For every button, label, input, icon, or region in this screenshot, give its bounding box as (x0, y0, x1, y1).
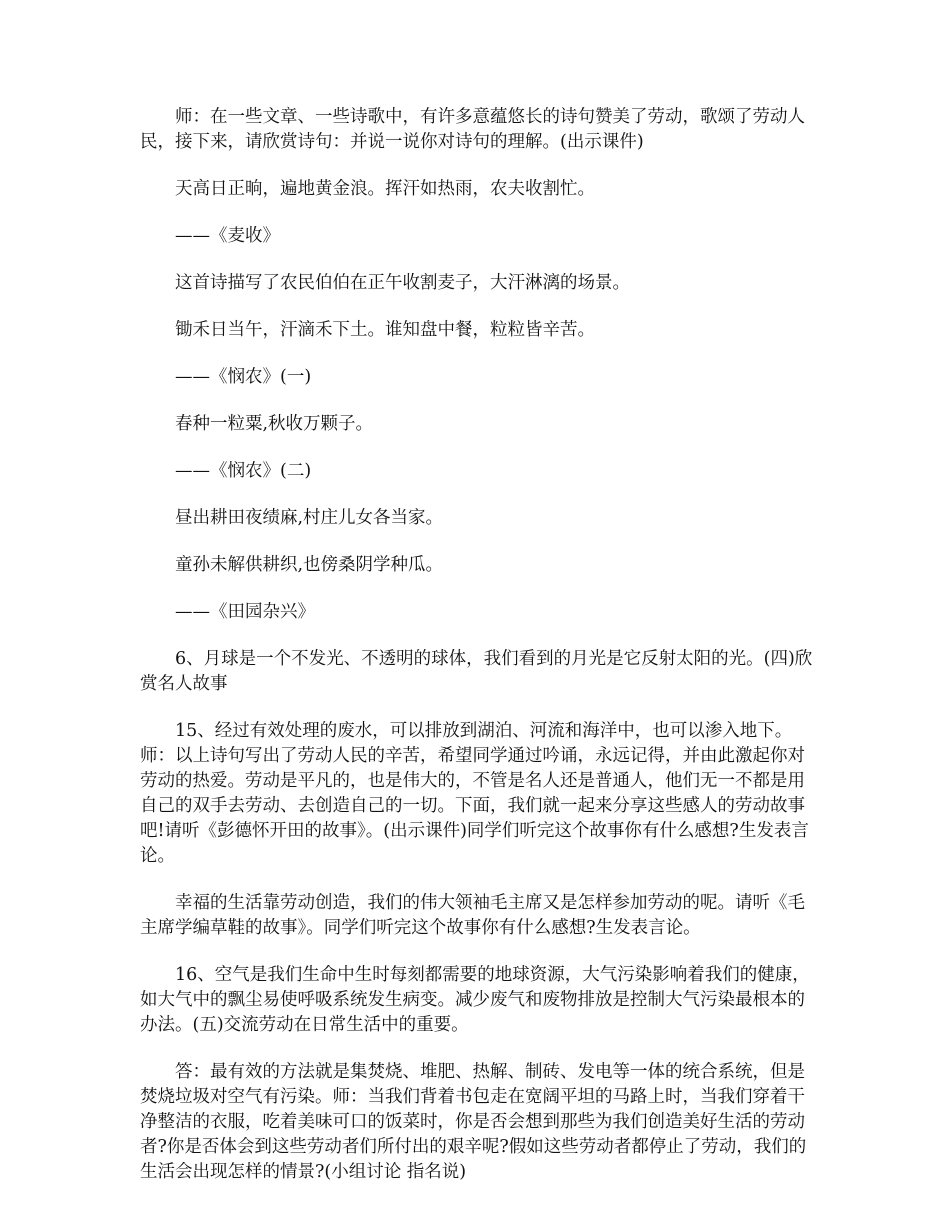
paragraph-poem-minnong-1: 锄禾日当午，汗滴禾下土。谁知盘中餐，粒粒皆辛苦。 (175, 320, 595, 340)
paragraph-chairman-mao-story: 幸福的生活靠劳动创造，我们的伟大领袖毛主席又是怎样参加劳动的呢。请听《毛主席学编草鞋的故事》。同学们听完这个故事你有什么感想?生发表言论。 (140, 893, 805, 938)
paragraph-attribution-minnong-1: ——《悯农》(一) (175, 367, 312, 387)
paragraph-answer-discussion: 答：最有效的方法就是集焚烧、堆肥、热解、制砖、发电等一体的统合系统，但是焚烧垃圾对空气有污染。师：当我们背着书包走在宽阔平坦的马路上时，当我们穿着干净整洁的衣服，吃着美味可口的饭菜时，你是否会想到那些为我们创造美好生活的劳动者?你是否体会到这些劳动者们所付出的艰辛呢?假如这些劳动者都停止了劳动，我们的生活会出现怎样的情景?(小组讨论 指名说) (140, 1062, 807, 1182)
paragraph-poem-tianyuan-line-2: 童孙未解供耕织,也傍桑阴学种瓜。 (175, 555, 444, 575)
paragraph-attribution-maishou: ——《麦收》 (175, 226, 280, 246)
paragraph-attribution-tianyuan: ——《田园杂兴》 (175, 602, 315, 622)
paragraph-item-15: 15、经过有效处理的废水，可以排放到湖泊、河流和海洋中，也可以渗入地下。师：以上诗句写出了劳动人民的辛苦，希望同学通过吟诵，永远记得，并由此激起你对劳动的热爱。劳动是平凡的，也是伟大的，不管是名人还是普通人，他们无一不都是用自己的双手去劳动、去创造自己的一切。下面，我们就一起来分享这些感人的劳动故事吧!请听《彭德怀开田的故事》。(出示课件)同学们听完这个故事你有什么感想?生发表言论。 (140, 721, 809, 866)
paragraph-poem-minnong-2: 春种一粒粟,秋收万颗子。 (175, 414, 374, 434)
paragraph-item-6: 6、月球是一个不发光、不透明的球体，我们看到的月光是它反射太阳的光。(四)欣赏名人故事 (140, 649, 813, 694)
document-body (140, 105, 820, 1207)
paragraph-poem-description: 这首诗描写了农民伯伯在正午收割麦子，大汗淋漓的场景。 (175, 273, 630, 293)
paragraph-attribution-minnong-2: ——《悯农》(二) (175, 461, 312, 481)
paragraph-teacher-intro: 师：在一些文章、一些诗歌中，有许多意蕴悠长的诗句赞美了劳动，歌颂了劳动人民，接下来，请欣赏诗句：并说一说你对诗句的理解。(出示课件) (140, 107, 805, 152)
paragraph-poem-maishou: 天高日正晌，遍地黄金浪。挥汗如热雨，农夫收割忙。 (175, 179, 595, 199)
paragraph-poem-tianyuan-line-1: 昼出耕田夜绩麻,村庄儿女各当家。 (175, 508, 444, 528)
paragraph-item-16: 16、空气是我们生命中生时每刻都需要的地球资源，大气污染影响着我们的健康，如大气中的飘尘易使呼吸系统发生病变。减少废气和废物排放是控制大气污染最根本的办法。(五)交流劳动在日常生活中的重要。 (140, 965, 810, 1035)
